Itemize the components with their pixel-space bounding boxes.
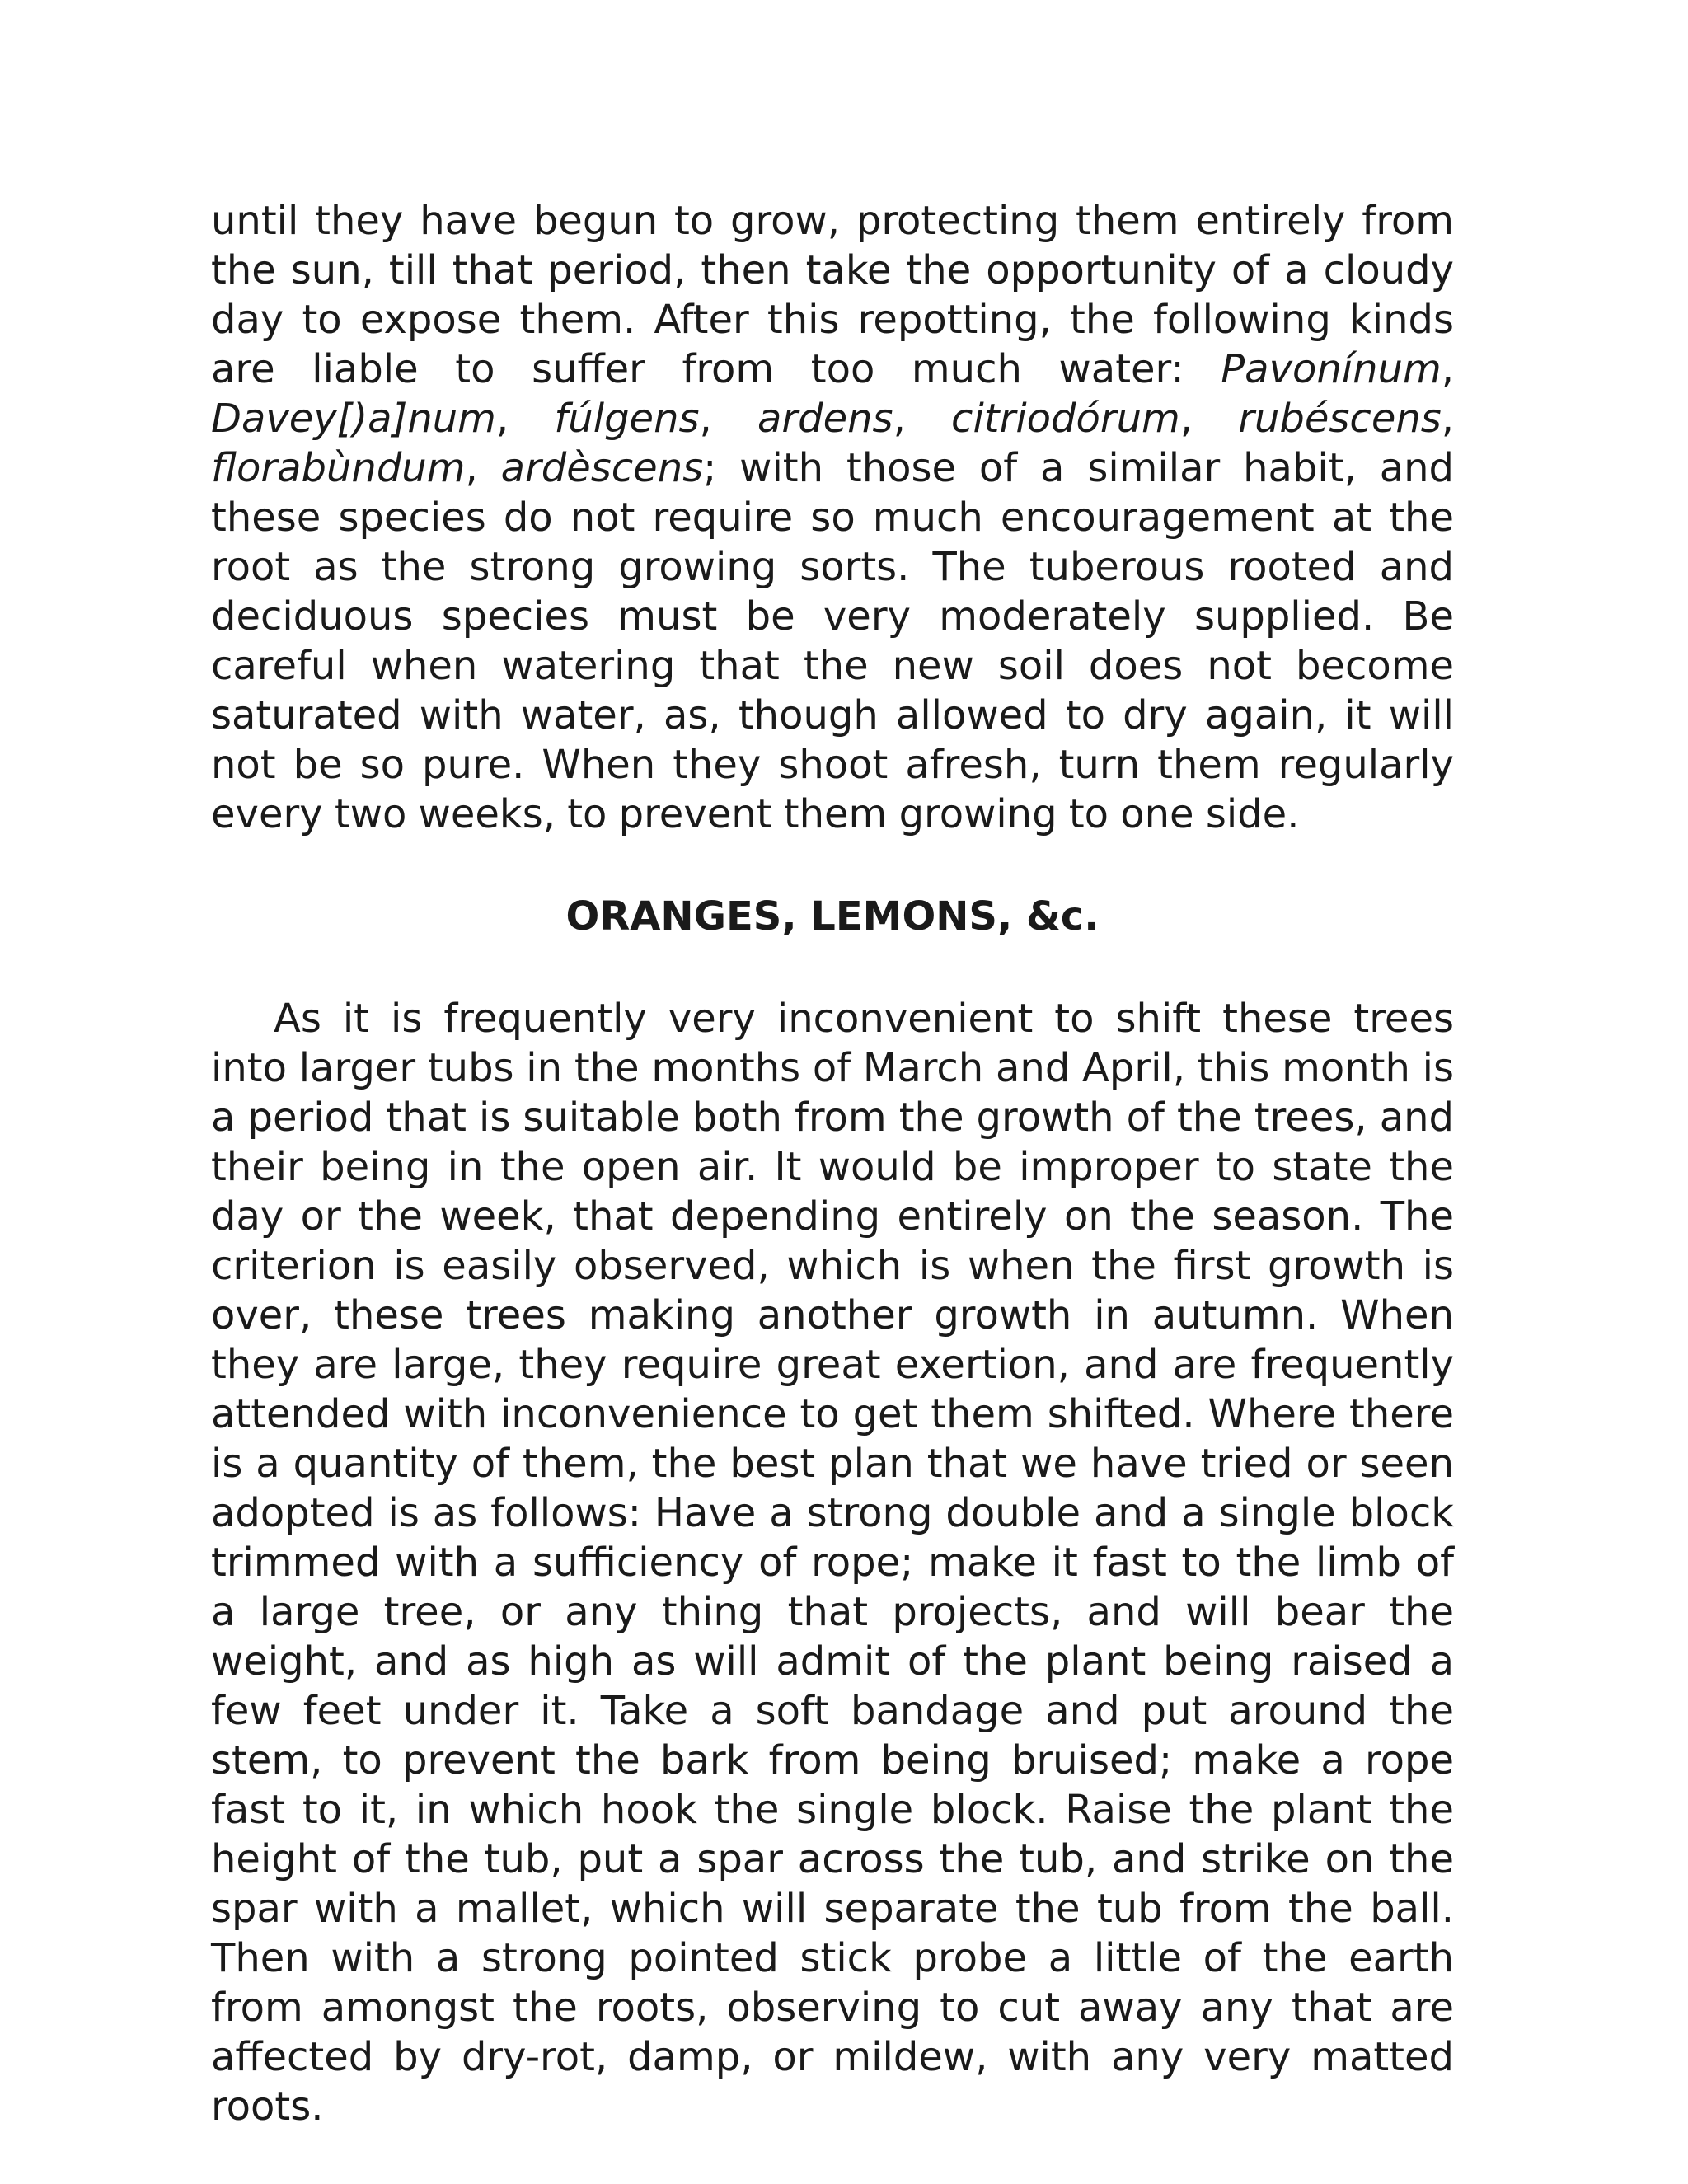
paragraph-geranium-care (211, 196, 1454, 839)
species-name: fúlgens (554, 396, 700, 442)
separator: , (1441, 396, 1455, 442)
separator: , (893, 396, 952, 442)
species-name: Davey[)a]num (211, 396, 496, 442)
paragraph-oranges-lemons: As it is frequently very inconvenient to shift these trees into larger tubs in the months of March and April, this month is a period that is suitable both from the growth of the trees, and their being in the open air. It would be improper to state the day or the week, that depending entirely on the season. The criterion is easily observed, which is when the first growth is over, these trees making another growth in autumn. When they are large, they require great exertion, and are frequently attended with inconvenience to get them shifted. Where there is a quantity of them, the best plan that we have tried or seen adopted is as follows: Have a strong double and a single block trimmed with a sufficiency of rope; make it fast to the limb of a large tree, or any thing that projects, and will bear the weight, and as high as will admit of the plant being raised a few feet under it. Take a soft bandage and put around the stem, to prevent the bark from being bruised; make a rope fast to it, in which hook the single block. Raise the plant the height of the tub, put a spar across the tub, and strike on the spar with a mallet, which will separate the tub from the ball. Then with a strong pointed stick probe a little of the earth from amongst the roots, observing to cut away any that are affected by dry-rot, damp, or mildew, with any very matted roots. (211, 996, 1454, 2130)
species-name: ardèscens (500, 445, 704, 491)
separator: , (699, 396, 757, 442)
species-name: rubéscens (1238, 396, 1442, 442)
document-page (211, 196, 1454, 2131)
species-name: florabùndum (211, 445, 466, 491)
separator: , (465, 445, 501, 491)
paragraph-text: ; with those of a similar habit, and these species do not require so much encouragement at the root as the strong growing sorts. The tuberous rooted and deciduous species must be very moderately supplied. Be careful when watering that the new soil does not become saturated with water, as, though allowed to dry again, it will not be so pure. When they shoot afresh, turn them regularly every two weeks, to prevent them growing to one side. (211, 445, 1455, 837)
separator: , (495, 396, 555, 442)
species-name: ardens (757, 396, 893, 442)
paragraph-text: until they have begun to grow, protecting them entirely from the sun, till that period, then take the opportunity of a cloudy day to expose them. After this repotting, the following kinds are liable to suffer from too much water: (211, 198, 1454, 392)
separator: , (1441, 346, 1454, 392)
species-name: citriodórum (951, 396, 1180, 442)
section-heading: ORANGES, LEMONS, &c. (565, 893, 1100, 940)
species-name: Pavonínum (1221, 346, 1442, 392)
separator: , (1179, 396, 1239, 442)
